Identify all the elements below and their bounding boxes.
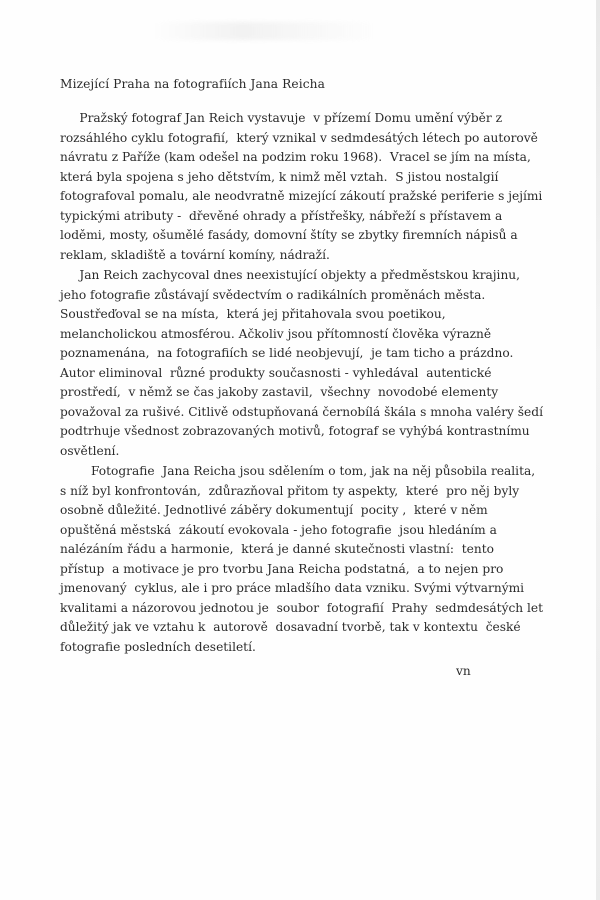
paragraph-2 [60, 266, 550, 461]
paragraph-line: typickými atributy - dřevěné ohrady a přístřešky, nábřeží s přístavem a [60, 208, 503, 223]
paragraph-line: přístup a motivace je pro tvorbu Jana Reicha podstatná, a to nejen pro [60, 561, 504, 576]
paragraph-line: loděmi, mosty, ošumělé fasády, domovní štíty se zbytky firemních nápisů a [60, 228, 518, 242]
paragraph-line: Jan Reich zachycoval dnes neexistující objekty a předměstskou krajinu, [60, 268, 521, 282]
document-title: Mizející Praha na fotografiích Jana Reicha [60, 77, 325, 91]
paragraph-line: rozsáhlého cyklu fotografií, který vznikal v sedmdesátých létech po autorově [60, 130, 538, 145]
paragraph-3 [60, 462, 550, 657]
paragraph-line: návratu z Paříže (kam odešel na podzim roku 1968). Vracel se jím na místa, [60, 150, 531, 164]
paragraph-line: Pražský fotograf Jan Reich vystavuje v přízemí Domu umění výběr z [60, 111, 502, 125]
paragraph-line: která byla spojena s jeho dětstvím, k nimž měl vztah. S jistou nostalgií [60, 169, 499, 184]
paragraph-line: kvalitami a názorovou jednotou je soubor fotografií Prahy sedmdesátých let [60, 600, 544, 615]
paragraph-line: prostředí, v němž se čas jakoby zastavil, všechny novodobé elementy [60, 385, 499, 399]
paragraph-line: fotografie posledních desetiletí. [60, 639, 256, 654]
paragraph-line: Autor eliminoval různé produkty současnosti - vyhledával autentické [60, 365, 492, 380]
paragraph-line: poznamenána, na fotografiích se lidé neobjevují, je tam ticho a prázdno. [60, 346, 514, 360]
paragraph-line: osvětlení. [60, 443, 120, 458]
paragraph-line: považoval za rušivé. Citlivě odstupňovaná černobílá škála s mnoha valéry šedí [60, 404, 543, 419]
paragraph-line: jeho fotografie zůstávají svědectvím o radikálních proměnách města. [60, 287, 486, 302]
paragraph-line: jmenovaný cyklus, ale i pro práce mladšího data vzniku. Svými výtvarnými [60, 581, 525, 595]
author-signature: vn [456, 664, 471, 678]
page-edge [596, 0, 600, 900]
paragraph-line: nalézáním řádu a harmonie, která je danné skutečnosti vlastní: tento [60, 542, 494, 556]
paragraph-line: s níž byl konfrontován, zdůrazňoval přitom ty aspekty, které pro něj byly [60, 483, 520, 498]
faint-bleed-through [150, 22, 380, 40]
paragraph-line: Fotografie Jana Reicha jsou sdělením o tom, jak na něj působila realita, [60, 464, 536, 478]
paragraph-line: melancholickou atmosférou. Ačkoliv jsou přítomností člověka výrazně [60, 326, 492, 341]
paragraph-1 [60, 109, 550, 265]
paragraph-line: osobně důležité. Jednotlivé záběry dokumentují pocity , které v něm [60, 503, 488, 517]
paragraph-line: podtrhuje všednost zobrazovaných motivů, fotograf se vyhýbá kontrastnímu [60, 424, 530, 438]
paragraph-line: Soustřeďoval se na místa, která jej přitahovala svou poetikou, [60, 307, 446, 321]
paragraph-line: opuštěná městská zákoutí evokovala - jeho fotografie jsou hledáním a [60, 522, 497, 537]
paragraph-line: fotografoval pomalu, ale neodvratně mizející zákoutí pražské periferie s jejími [60, 189, 543, 203]
paragraph-line: reklam, skladiště a tovární komíny, nádraží. [60, 247, 330, 262]
paragraph-line: důležitý jak ve vztahu k autorově dosavadní tvorbě, tak v kontextu české [60, 620, 521, 634]
